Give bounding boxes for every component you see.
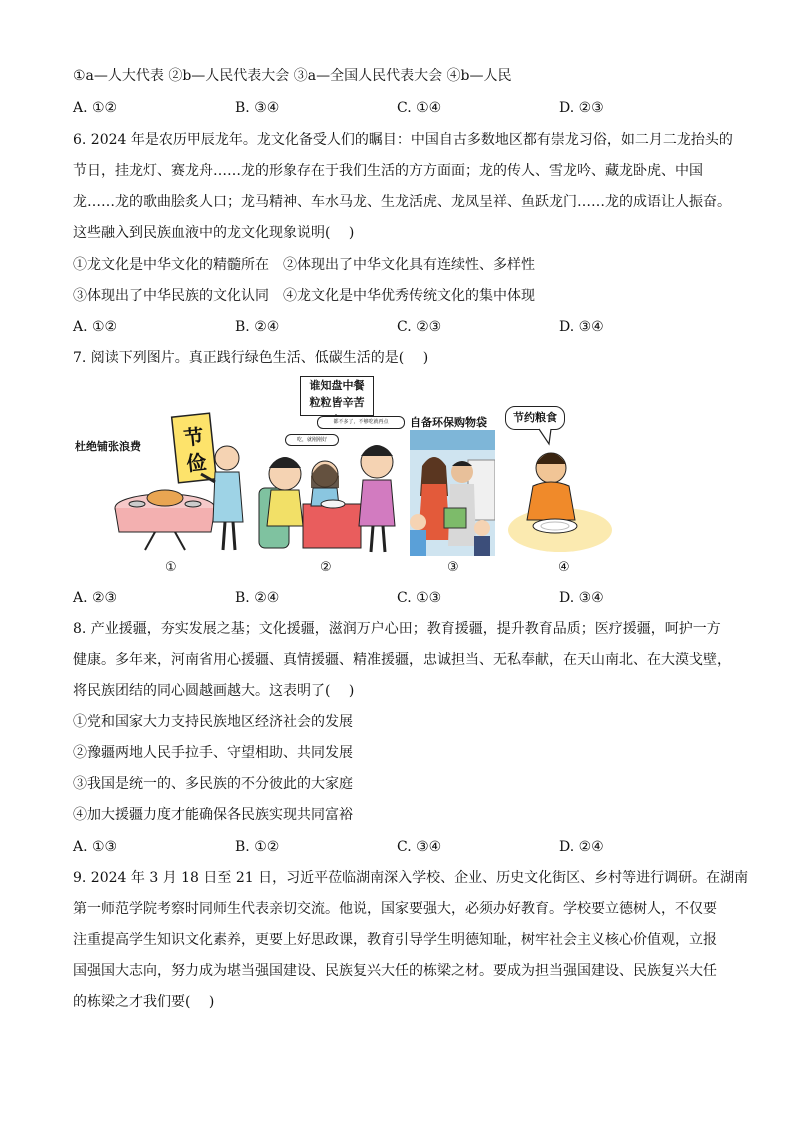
q9-stem-line-5: 的栋梁之才我们要( ) (73, 994, 215, 1010)
q6-option-a[interactable]: A. ①② (73, 319, 118, 335)
q7-option-d[interactable]: D. ③④ (559, 590, 604, 606)
q5-option-d[interactable]: D. ②③ (559, 100, 604, 116)
picture-2-bubble-1: 都不多了，不够吃就再点 (317, 416, 405, 429)
q5-statement: ①a—人大代表 ②b—人民代表大会 ③a—全国人民代表大会 ④b—人民 (73, 68, 512, 84)
picture-2-sign-line-2: 粒粒皆辛苦 (309, 396, 365, 409)
q9-stem-line-3: 注重提高学生知识文化素养，更要上好思政课，教育引导学生明德知耻，树牢社会主义核心价值观，立报 (73, 932, 717, 948)
q5-option-b[interactable]: B. ③④ (235, 100, 280, 116)
q6-stem-line-1: 6. 2024 年是农历甲辰龙年。龙文化备受人们的瞩目：中国自古多数地区都有崇龙习俗，如二月二龙抬头的 (73, 132, 733, 148)
picture-2-bubble-2: 吃，就刚刚好 (285, 434, 339, 446)
boy-plate-illustration (505, 402, 615, 554)
q6-option-c[interactable]: C. ②③ (397, 319, 442, 335)
q9-stem-line-1: 9. 2024 年 3 月 18 日至 21 日，习近平莅临湖南深入学校、企业、历史文化街区、乡村等进行调研。在湖南 (73, 870, 749, 886)
shopping-family-illustration (410, 400, 495, 556)
q7-option-a[interactable]: A. ②③ (73, 590, 118, 606)
q6-option-d[interactable]: D. ③④ (559, 319, 604, 335)
q6-statement-2: ③体现出了中华民族的文化认同 ④龙文化是中华优秀传统文化的集中体现 (73, 288, 535, 304)
picture-3-number: ③ (447, 560, 459, 575)
picture-3-shopping (410, 400, 495, 556)
q6-stem-line-3: 龙……龙的歌曲脍炙人口；龙马精神、车水马龙、生龙活虎、龙凤呈祥、鱼跃龙门……龙的成语让人振奋。 (73, 194, 731, 210)
q8-statement-3: ③我国是统一的、多民族的不分彼此的大家庭 (73, 776, 353, 792)
q7-stem: 7. 阅读下列图片。真正践行绿色生活、低碳生活的是( ) (73, 350, 429, 366)
q8-option-a[interactable]: A. ①③ (73, 839, 118, 855)
picture-2-number: ② (320, 560, 332, 575)
picture-1-number: ① (165, 560, 177, 575)
q7-option-b[interactable]: B. ②④ (235, 590, 280, 606)
q8-option-c[interactable]: C. ③④ (397, 839, 442, 855)
picture-4-number: ④ (558, 560, 570, 575)
q9-stem-line-2: 第一师范学院考察时同师生代表亲切交流。他说，国家要强大，必须办好教育。学校要立德树人，不仅要 (73, 901, 717, 917)
picture-1-caption: 杜绝铺张浪费 (75, 440, 141, 453)
q8-stem-line-3: 将民族团结的同心圆越画越大。这表明了( ) (73, 683, 355, 699)
picture-4-bubble: 节约粮食 (505, 406, 565, 430)
picture-1-banquet (75, 382, 245, 557)
picture-3-caption: 自备环保购物袋 (410, 416, 487, 429)
q8-option-d[interactable]: D. ②④ (559, 839, 604, 855)
q5-option-a[interactable]: A. ①② (73, 100, 118, 116)
q8-stem-line-2: 健康。多年来，河南省用心援疆、真情援疆、精准援疆，忠诚担当、无私奉献，在天山南北、在大漠戈壁， (73, 652, 731, 668)
q6-statement-1: ①龙文化是中华文化的精髓所在 ②体现出了中华文化具有连续性、多样性 (73, 257, 535, 273)
picture-1-sign: 节俭 (182, 424, 208, 476)
restaurant-illustration (255, 376, 405, 556)
q6-option-b[interactable]: B. ②④ (235, 319, 280, 335)
q8-statement-2: ②豫疆两地人民手拉手、守望相助、共同发展 (73, 745, 353, 761)
picture-2-sign-line-1: 谁知盘中餐 (309, 379, 365, 392)
picture-4-save-food (505, 402, 615, 554)
q7-option-c[interactable]: C. ①③ (397, 590, 442, 606)
q9-stem-line-4: 国强国大志向，努力成为堪当强国建设、民族复兴大任的栋梁之材。要成为担当强国建设、民族复兴大任 (73, 963, 717, 979)
q8-option-b[interactable]: B. ①② (235, 839, 280, 855)
q6-stem-line-2: 节日，挂龙灯、赛龙舟……龙的形象存在于我们生活的方方面面；龙的传人、雪龙吟、藏龙卧虎、中国 (73, 163, 703, 179)
q6-stem-line-4: 这些融入到民族血液中的龙文化现象说明( ) (73, 225, 355, 241)
q8-stem-line-1: 8. 产业援疆，夯实发展之基；文化援疆，滋润万户心田；教育援疆，提升教育品质；医疗援疆，呵护一方 (73, 621, 721, 637)
q5-option-c[interactable]: C. ①④ (397, 100, 442, 116)
q8-statement-1: ①党和国家大力支持民族地区经济社会的发展 (73, 714, 353, 730)
banquet-illustration (75, 382, 245, 557)
q8-statement-4: ④加大援疆力度才能确保各民族实现共同富裕 (73, 807, 353, 823)
picture-2-restaurant (255, 376, 405, 556)
